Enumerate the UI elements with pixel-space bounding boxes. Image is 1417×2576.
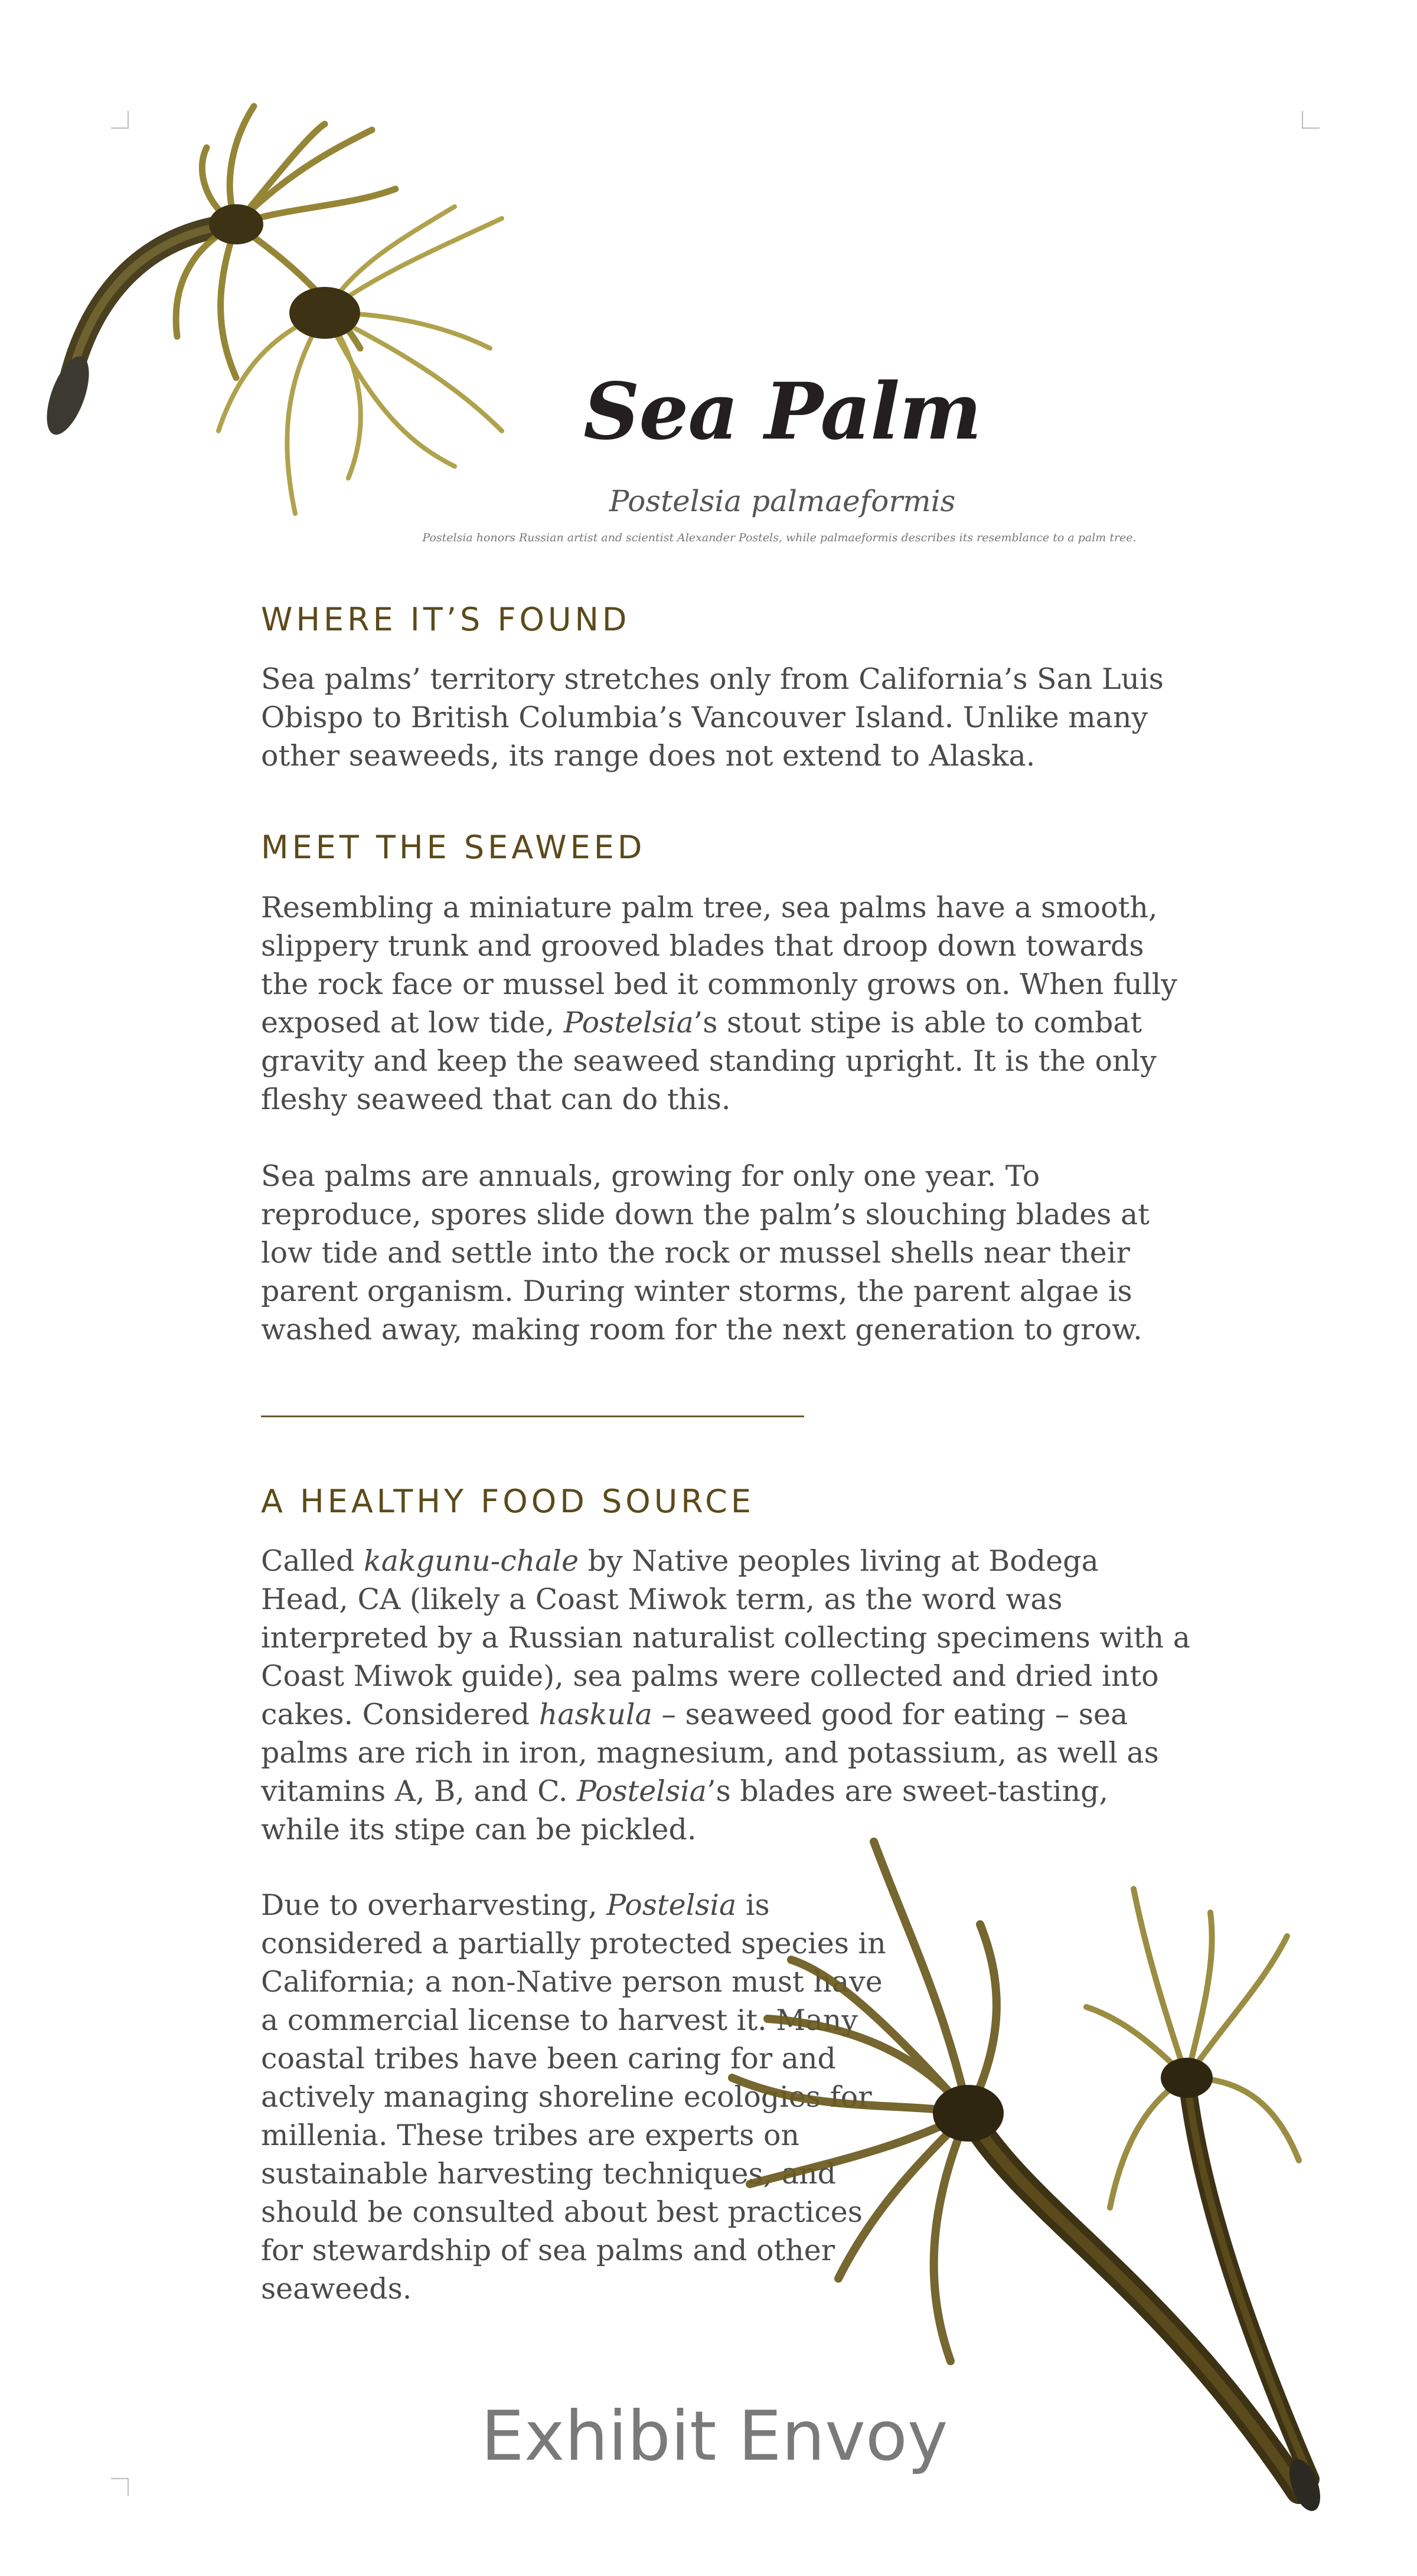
- brand-wordmark: Exhibit Envoy: [481, 2397, 948, 2476]
- heading-meet-seaweed: MEET THE SEAWEED: [261, 829, 646, 866]
- text-run: Resembling a miniature palm tree, sea palms have a smooth, slippery trunk and grooved blades that droop down towards the rock face or mussel bed it commonly grows on. When fully exposed at low tide,: [261, 891, 1177, 1039]
- etymology-note: Postelsia honors Russian artist and scientist Alexander Postels, while palmaeformis describes its resemblance to a palm tree.: [422, 531, 1137, 544]
- scientific-name: Postelsia palmaeformis: [609, 484, 956, 518]
- text-run: ’s blades are sweet-tasting, while its stipe can be pickled.: [261, 1774, 1109, 1846]
- crop-mark-top-right: [1302, 111, 1320, 129]
- text-run: ’s stout stipe is able to combat gravity and keep the seaweed standing upright. It is the only fleshy seaweed that can do this.: [261, 1006, 1157, 1116]
- text-run: – seaweed good for eating – sea palms are rich in iron, magnesium, and potassium, as well as vitamins A, B, and C.: [261, 1698, 1159, 1808]
- italic-term: haskula: [538, 1698, 652, 1731]
- italic-term: Postelsia: [576, 1774, 707, 1808]
- sea-palm-illustration-top: [41, 100, 549, 537]
- paragraph-meet-seaweed-2: Sea palms are annuals, growing for only one year. To reproduce, spores slide down the palm’s slouching blades at low tide and settle into the rock or mussel shells near their parent organism. During winter storms, the parent algae is washed away, making room for the next generation to grow.: [261, 1159, 1150, 1346]
- text-run: by Native peoples living at Bodega Head, CA (likely a Coast Miwok term, as the word was interpreted by a Russian naturalist collecting specimens with a Coast Miwok guide), sea palms were collected and dried into cakes. Considered: [261, 1544, 1190, 1731]
- paragraph-food-source-1: [261, 1542, 1194, 1849]
- page-title: Sea Palm: [583, 366, 981, 457]
- text-run: Due to overharvesting,: [261, 1888, 607, 1922]
- section-divider: [261, 1416, 804, 1417]
- heading-where-found: WHERE IT’S FOUND: [261, 601, 631, 638]
- italic-term: Postelsia: [606, 1888, 737, 1922]
- text-run: is considered a partially protected species in California; a non-Native person must have a commercial license to harvest it. Many coastal tribes have been caring for and actively managing shoreline ecologies for millenia. These tribes are experts on sustainable harvesting techniques, and should be consulted about best practices for stewardship of sea palms and other seaweeds.: [261, 1888, 886, 2306]
- paragraph-where-found: Sea palms’ territory stretches only from California’s San Luis Obispo to British Columbia’s Vancouver Island. Unlike many other seaweeds, its range does not extend to Alaska.: [261, 662, 1164, 773]
- heading-food-source: A HEALTHY FOOD SOURCE: [261, 1483, 755, 1520]
- crop-mark-bottom-left: [111, 2478, 129, 2496]
- italic-term: Postelsia: [563, 1006, 694, 1039]
- italic-term: kakgunu-chale: [364, 1544, 579, 1578]
- paragraph-meet-seaweed-1: [261, 888, 1194, 1119]
- text-run: Called: [261, 1544, 364, 1578]
